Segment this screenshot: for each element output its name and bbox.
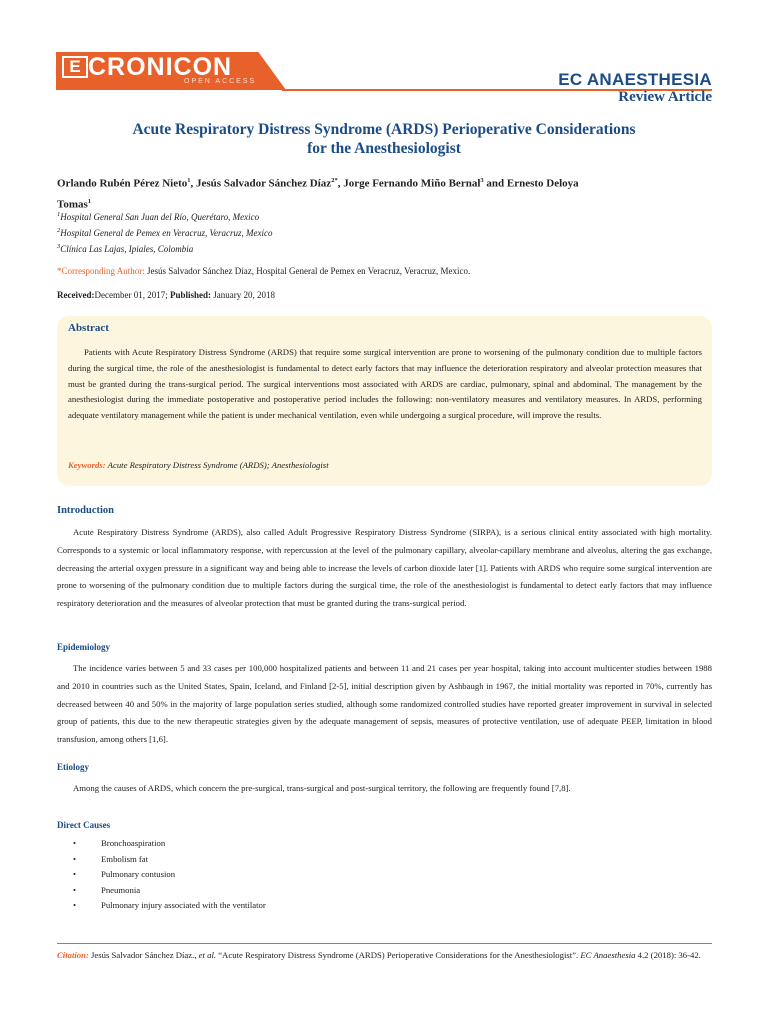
direct-causes-heading: Direct Causes (57, 820, 111, 830)
published-label: Published: (169, 290, 211, 300)
citation-label: Citation: (57, 950, 89, 960)
etiology-body: Among the causes of ARDS, which concern the pre-surgical, trans-surgical and post-surgical territory, the following are frequently found [7,8]. (73, 783, 571, 793)
corresponding-text: Jesús Salvador Sánchez Díaz, Hospital General de Pemex en Veracruz, Veracruz, Mexico. (144, 266, 471, 276)
etiology-heading: Etiology (57, 762, 90, 772)
affil-3-text: Clínica Las Lajas, Ipiales, Colombia (60, 244, 194, 254)
keywords-label: Keywords: (68, 460, 106, 470)
title-line-1: Acute Respiratory Distress Syndrome (ARDS) Perioperative Considerations (132, 121, 636, 138)
direct-causes-list (73, 838, 266, 916)
journal-name: EC ANAESTHESIA (558, 70, 712, 89)
affil-2-text: Hospital General de Pemex en Veracruz, Veracruz, Mexico (60, 228, 273, 238)
citation (57, 947, 712, 963)
keywords (68, 460, 329, 470)
introduction-body: Acute Respiratory Distress Syndrome (ARDS), also called Adult Progressive Respiratory Distress Syndrome (SIRPA), is a serious clinical entity associated with high mortality. Corresponds to a systemic or local inflammatory response, with repercussion at the level of the pulmonary capillary, alveolar-capillary membrane and alveolus, altering the gas exchange, decreasing the arterial oxygen pressure in a significant way and being able to increase the levels of carbon dioxide later [1]. Patients with ARDS who require some surgical intervention are prone to worsening of the pulmonary condition due to multiple factors during the surgical time, the role of the anesthesiologist is fundamental to detect early factors that may influence respiratory deterioration and the measures of alveolar protection that must be granted during the trans-surgical period. (57, 527, 712, 609)
citation-journal: EC Anaesthesia (580, 950, 636, 960)
affil-1-sup: 1 (57, 211, 61, 218)
author-4-cont: Tomas (57, 198, 88, 211)
corresponding-author (57, 266, 470, 276)
published-date: January 20, 2018 (210, 290, 275, 300)
paper-title (70, 120, 698, 158)
affiliation-1 (57, 211, 259, 222)
publisher-logo (56, 52, 286, 90)
keywords-text: Acute Respiratory Distress Syndrome (ARDS); Anesthesiologist (105, 460, 329, 470)
publication-dates (57, 290, 275, 300)
epidemiology-body: The incidence varies between 5 and 33 cases per 100,000 hospitalized patients and between 11 and 21 cases per year hospital, taking into account multicenter studies between 1988 and 2010 in countries such as the United States, Spain, Iceland, and Finland [2-5], initial description given by Ashbaugh in 1967, the initial mortality was reported in 70%, currently has decreased between 40 and 50% in the majority of large population series studied, although some randomized controlled studies have reported greater improvement in survival in selected group of patients, this due to the new therapeutic strategies given by the adequate management of sepsis, measures of protective ventilation, use of adequate PEEP, limitation in blood transfusion, among others [1,6]. (57, 663, 712, 745)
introduction-heading: Introduction (57, 505, 114, 516)
list-item: • Pulmonary injury associated with the ventilator (73, 900, 266, 916)
affil-1-text: Hospital General San Juan del Río, Querétaro, Mexico (60, 212, 260, 222)
author-2: , Jesús Salvador Sánchez Díaz (190, 177, 332, 190)
affiliation-3 (57, 243, 193, 254)
citation-etal: et al. (198, 950, 217, 960)
author-4: and Ernesto Deloya (483, 177, 579, 190)
affiliation-2: $^2$Hospital General de Pemex en Veracruz, Veracruz, Mexico (57, 227, 273, 238)
list-item: • Pulmonary contusion (73, 869, 266, 885)
author-3-sup: 3 (480, 177, 484, 184)
author-1: Orlando Rubén Pérez Nieto (57, 177, 188, 190)
received-date: December 01, 2017; (94, 290, 170, 300)
footer-rule (57, 943, 712, 944)
author-list (57, 172, 717, 213)
affil-3-sup: 3 (57, 243, 61, 250)
author-1-sup: 1 (187, 177, 191, 184)
logo-subtitle: OPEN ACCESS (184, 78, 257, 85)
list-item: • Embolism fat (73, 854, 266, 870)
list-item: • Pneumonia (73, 885, 266, 901)
citation-title: “Acute Respiratory Distress Syndrome (ARDS) Perioperative Considerations for the Anesthesiologist”. (216, 950, 581, 960)
citation-volume: 4.2 (2018): 36-42. (635, 950, 701, 960)
article-type: Review Article (618, 89, 712, 105)
epidemiology-heading: Epidemiology (57, 642, 111, 652)
logo-name: CRONICON (88, 53, 233, 81)
citation-authors: Jesús Salvador Sánchez Díaz., (88, 950, 199, 960)
corresponding-label: *Corresponding Author: (57, 266, 145, 276)
received-label: Received: (57, 290, 95, 300)
title-line-2: for the Anesthesiologist (307, 140, 461, 157)
author-2-sup: 2* (331, 177, 338, 184)
author-3: , Jorge Fernando Miño Bernal (337, 177, 481, 190)
abstract-heading: Abstract (68, 322, 109, 334)
list-item: • Bronchoaspiration (73, 838, 266, 854)
logo-mark: E (62, 56, 88, 78)
abstract-body: Patients with Acute Respiratory Distress Syndrome (ARDS) that require some surgical intervention are prone to worsening of the pulmonary condition due to multiple factors during the surgical time, the role of the anesthesiologist is fundamental to detect early factors that may influence the deterioration respiratory and alveolar protection measures that must be granted during the trans-surgical period. The surgical interventions most associated with ARDS are cardiac, pulmonary, spinal and abdominal. The management by the anesthesiologist during the immediate postoperative and postoperative period includes the following: non-ventilatory measures and ventilatory measures. In ARDS, performing adequate ventilatory management while the patient is under mechanical ventilation, even while undergoing a surgical procedure, will improve the results. (68, 347, 702, 421)
author-4-sup: 1 (87, 197, 92, 205)
